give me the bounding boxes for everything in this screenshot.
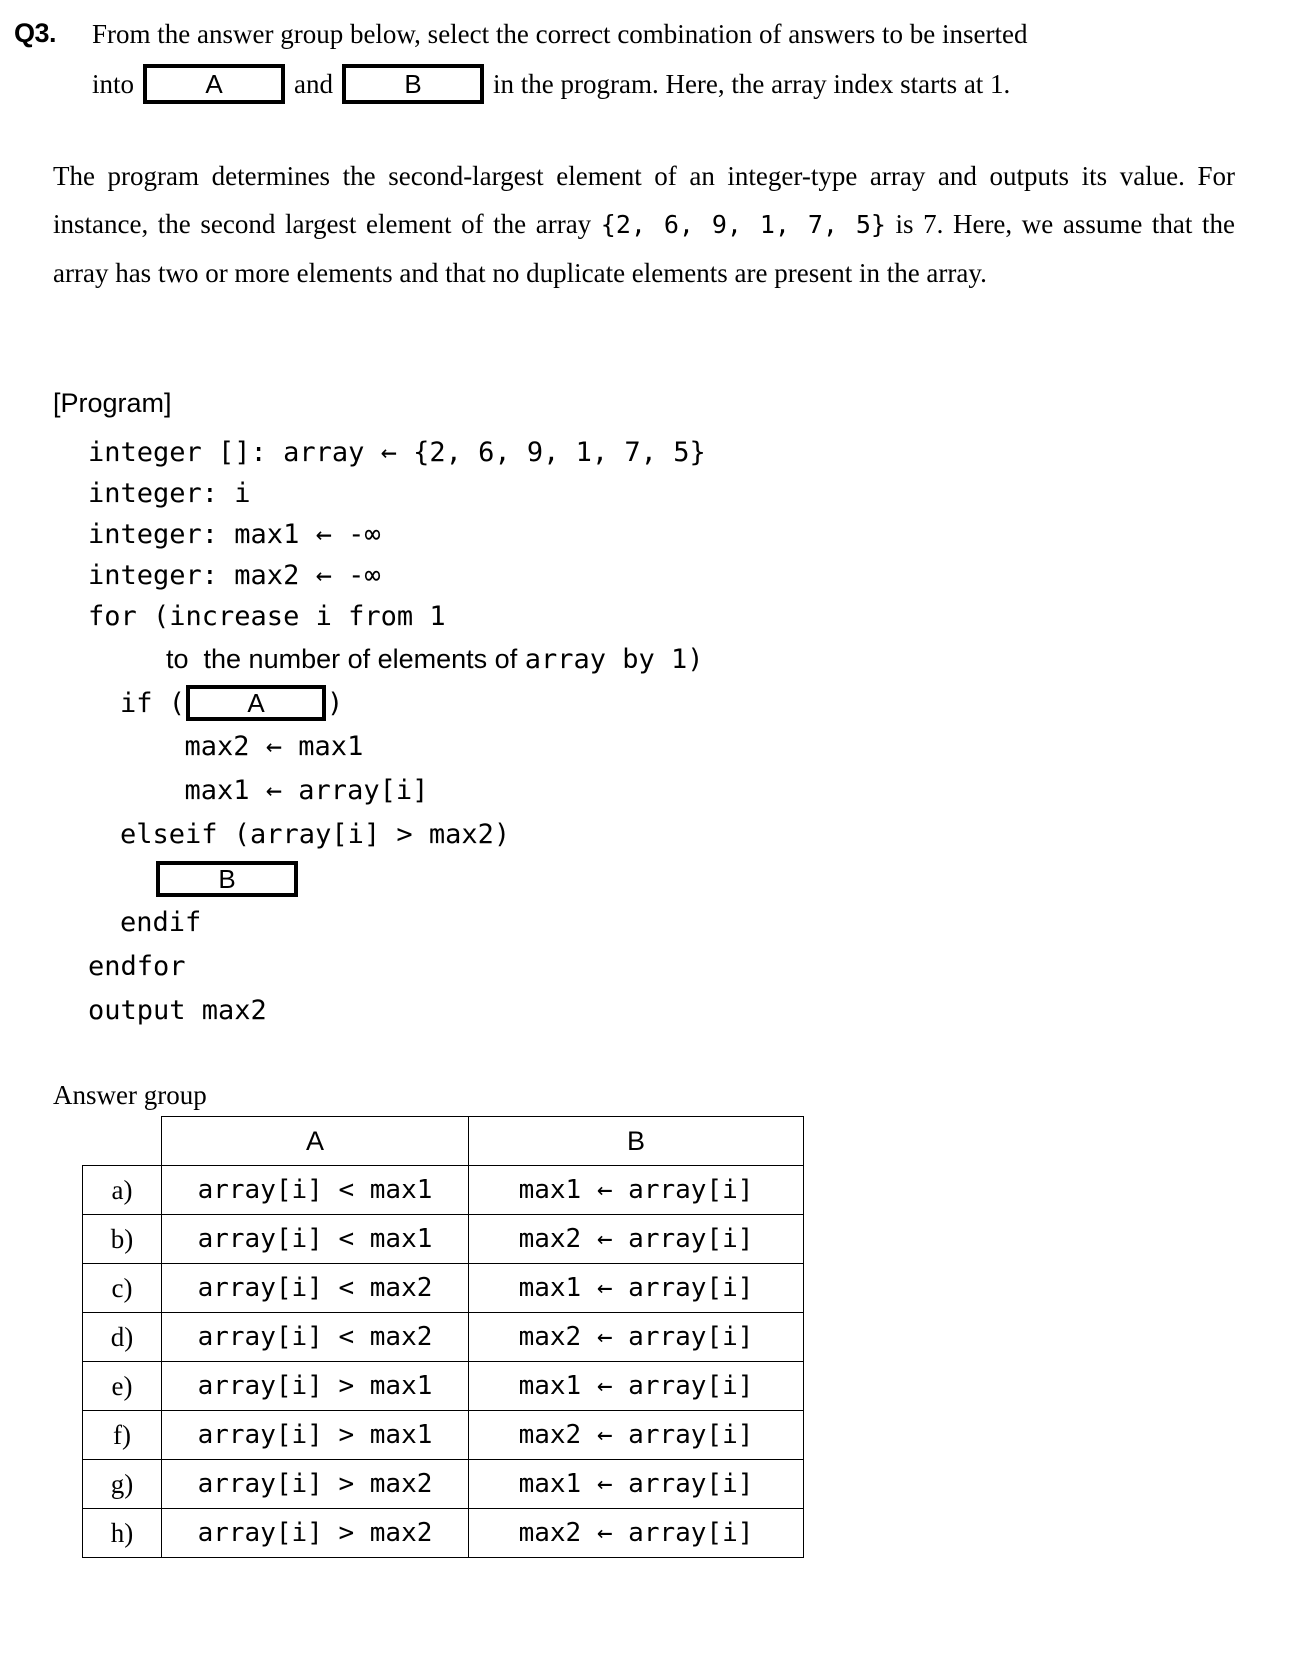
row-value-a: array[i] > max2 [162,1460,469,1509]
blank-box-a-header[interactable]: A [143,64,285,104]
table-row[interactable] [83,1166,804,1215]
program-line-assign-max2: max2 ← max1 [152,731,364,762]
description-part-2: is 7. Here, we assume that the array has two or more elements and that no duplicate elements are present in the array. [53,209,1235,288]
table-row[interactable] [83,1362,804,1411]
question-line-2 [92,60,1286,108]
row-key: f) [83,1411,162,1460]
row-key: b) [83,1215,162,1264]
row-value-b: max1 ← array[i] [469,1166,804,1215]
blank-box-a-program[interactable]: A [186,685,326,721]
row-value-b: max2 ← array[i] [469,1313,804,1362]
header-cell-empty [83,1117,162,1166]
program-line-declare-max2: integer: max2 ← -∞ [88,560,381,591]
row-value-a: array[i] > max2 [162,1509,469,1558]
program-line-for-continued [88,637,1088,681]
question-line2-and: and [294,69,333,99]
table-row[interactable] [83,1509,804,1558]
row-value-a: array[i] < max1 [162,1215,469,1264]
program-line-for-sans-part: to the number of elements of [166,643,525,674]
row-value-b: max2 ← array[i] [469,1509,804,1558]
program-line-declare-i: integer: i [88,478,251,509]
row-value-a: array[i] > max1 [162,1411,469,1460]
program-line-if-keyword: if ( [120,687,186,719]
answer-group-body [83,1166,804,1558]
blank-box-b-header[interactable]: B [342,64,484,104]
row-key: g) [83,1460,162,1509]
table-row[interactable] [83,1215,804,1264]
blank-box-b-program[interactable]: B [156,861,298,897]
row-value-b: max2 ← array[i] [469,1411,804,1460]
row-value-b: max1 ← array[i] [469,1460,804,1509]
description-paragraph [53,152,1235,297]
row-key: a) [83,1166,162,1215]
program-code [88,432,1088,1033]
program-line-blank-b [88,857,1088,901]
table-row[interactable] [83,1264,804,1313]
row-value-b: max1 ← array[i] [469,1264,804,1313]
program-line-endfor: endfor [88,951,186,982]
program-line-declare-array: integer []: array ← {2, 6, 9, 1, 7, 5} [88,437,706,468]
question-line2-into: into [92,69,135,99]
row-value-b: max1 ← array[i] [469,1362,804,1411]
program-line-if-close-paren: ) [327,687,344,719]
row-key: c) [83,1264,162,1313]
header-cell-b: B [469,1117,804,1166]
table-row[interactable] [83,1460,804,1509]
row-value-a: array[i] > max1 [162,1362,469,1411]
program-line-endif: endif [120,907,202,938]
question-line-1: From the answer group below, select the correct combination of answers to be inserted [92,19,1028,49]
row-value-b: max2 ← array[i] [469,1215,804,1264]
row-key: e) [83,1362,162,1411]
program-line-if [88,681,1088,725]
question-line2-tail: in the program. Here, the array index starts at 1. [493,69,1011,99]
question-number: Q3. [14,18,57,48]
table-row[interactable] [83,1313,804,1362]
row-value-a: array[i] < max2 [162,1313,469,1362]
program-line-assign-max1: max1 ← array[i] [152,775,429,806]
program-line-for-mono-part: array by 1) [524,643,704,675]
row-value-a: array[i] < max2 [162,1264,469,1313]
program-line-elseif: elseif (array[i] > max2) [120,819,511,850]
row-key: h) [83,1509,162,1558]
table-header-row [83,1117,804,1166]
answer-group-table [82,1116,804,1558]
program-line-declare-max1: integer: max1 ← -∞ [88,519,381,550]
description-part-1: The program determines the second-largest element of an integer-type array and outputs its value. For instance, the second largest element of the array [53,161,1235,239]
description-array-literal: {2, 6, 9, 1, 7, 5} [600,210,886,239]
row-value-a: array[i] < max1 [162,1166,469,1215]
question-block [14,10,1286,108]
table-row[interactable] [83,1411,804,1460]
row-key: d) [83,1313,162,1362]
header-cell-a: A [162,1117,469,1166]
program-line-for: for (increase i from 1 [88,601,446,632]
answer-group-title: Answer group [53,1080,207,1110]
program-line-output: output max2 [88,995,267,1026]
program-title: [Program] [53,388,172,418]
